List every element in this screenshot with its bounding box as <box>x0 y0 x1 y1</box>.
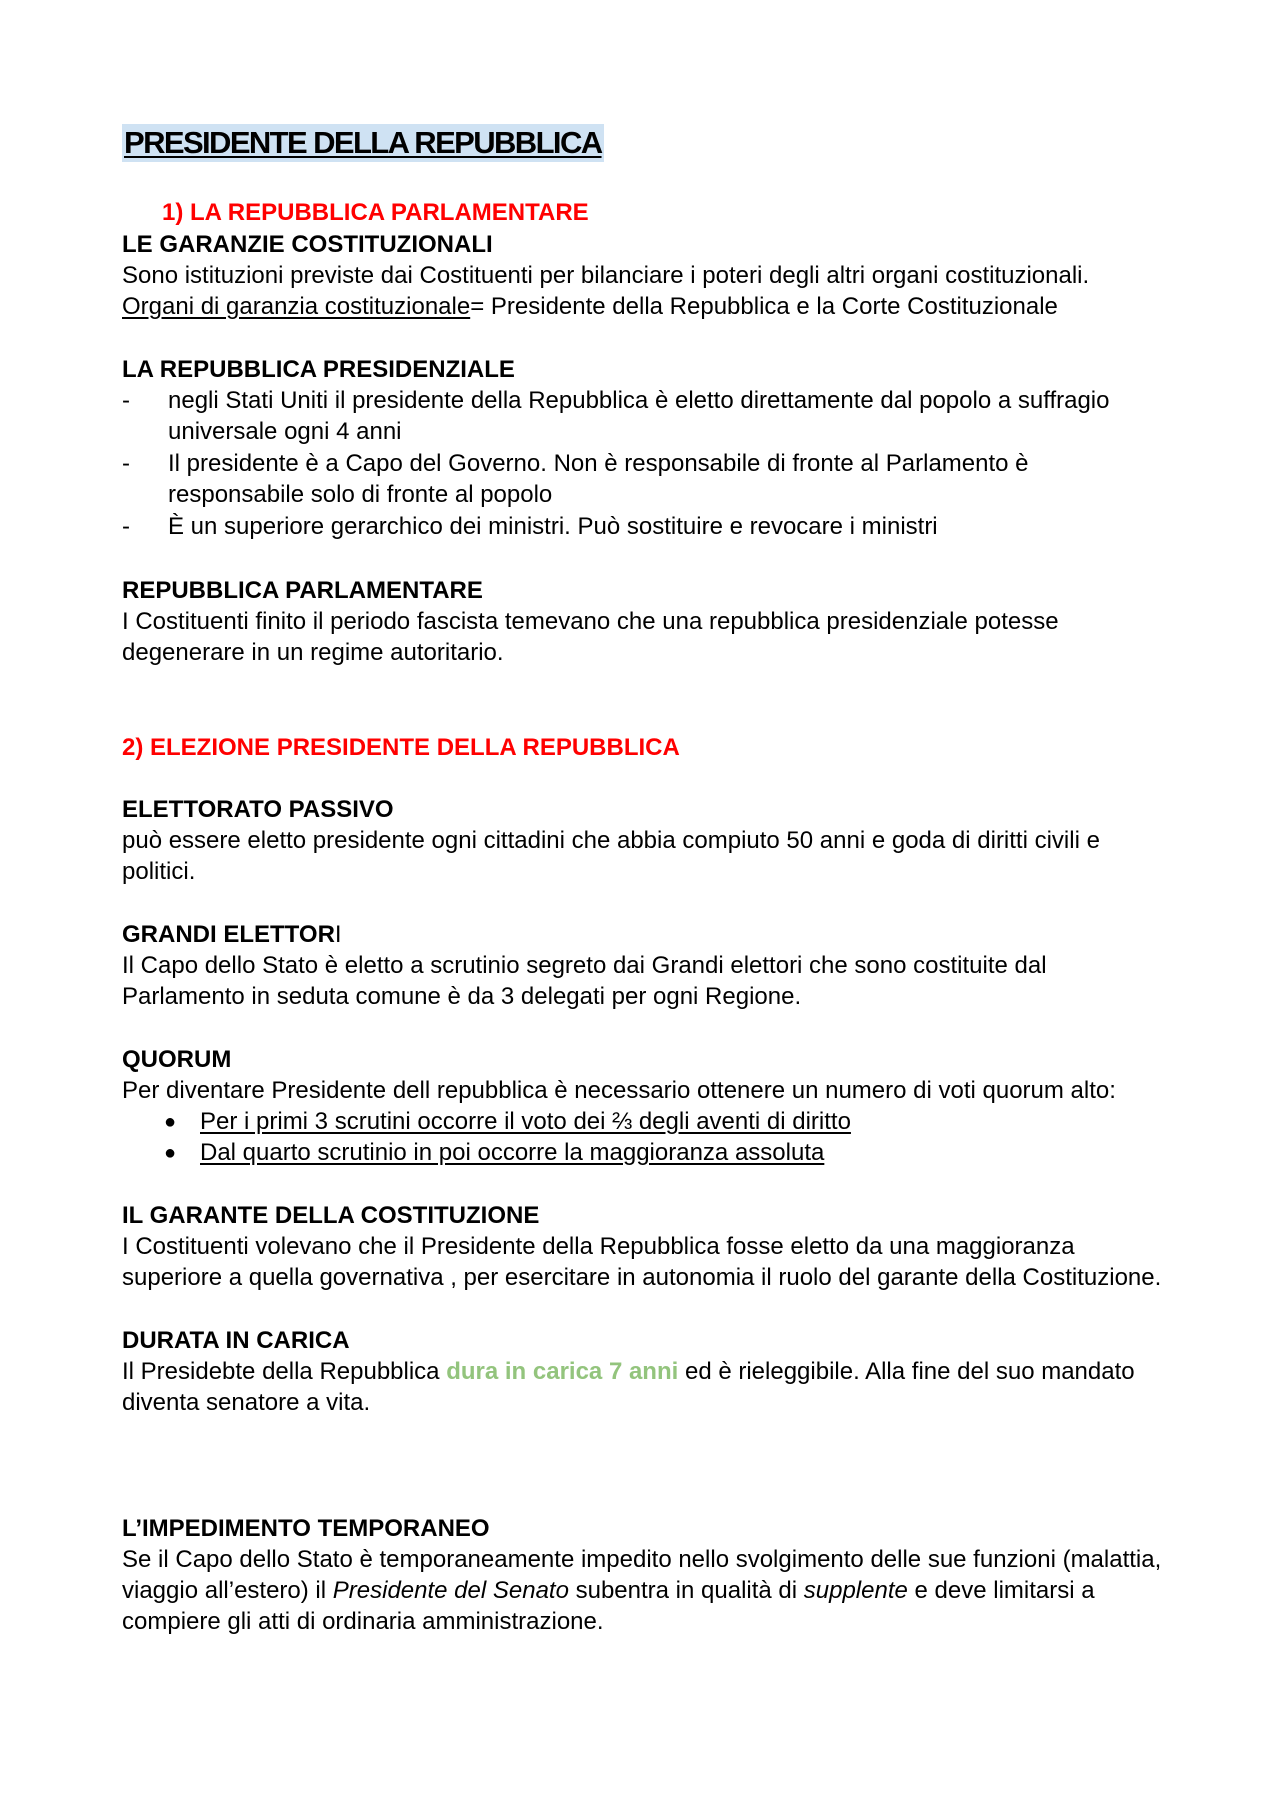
garanzie-line-1: Sono istituzioni previste dai Costituenti per bilanciare i poteri degli altri organi costituzionali. <box>122 262 1090 289</box>
parlamentare-heading: REPUBBLICA PARLAMENTARE <box>122 577 483 604</box>
impedimento-line-1: Se il Capo dello Stato è temporaneamente impedito nello svolgimento delle sue funzioni (malattia, <box>122 1546 1162 1573</box>
passivo-line-1: può essere eletto presidente ogni cittadini che abbia compiuto 50 anni e goda di diritti civili e <box>122 827 1100 854</box>
presidenziale-item-3: È un superiore gerarchico dei ministri. Può sostituire e revocare i ministri <box>168 513 938 540</box>
impedimento-line-2 <box>122 1576 1095 1606</box>
presidenziale-item-1-line-2: universale ogni 4 anni <box>168 418 402 445</box>
durata-line-2: diventa senatore a vita. <box>122 1389 371 1416</box>
bullet-marker: ● <box>164 1142 177 1164</box>
grandi-line-2: Parlamento in seduta comune è da 3 delegati per ogni Regione. <box>122 983 802 1010</box>
durata-line-1-b: ed è rieleggibile. Alla fine del suo mandato <box>678 1358 1135 1385</box>
bullet-marker: ● <box>164 1111 177 1133</box>
durata-line-1 <box>122 1357 1135 1387</box>
presidenziale-item-2-line-2: responsabile solo di fronte al popolo <box>168 481 553 508</box>
impedimento-line-2-a: viaggio all’estero) il <box>122 1577 333 1604</box>
garante-heading: IL GARANTE DELLA COSTITUZIONE <box>122 1202 540 1229</box>
impedimento-line-3: compiere gli atti di ordinaria amministrazione. <box>122 1608 604 1635</box>
presidenziale-item-2-line-1: Il presidente è a Capo del Governo. Non è responsabile di fronte al Parlamento è <box>168 450 1029 477</box>
parlamentare-line-2: degenerare in un regime autoritario. <box>122 639 504 666</box>
grandi-heading-rest: I <box>334 921 342 948</box>
durata-highlight: dura in carica 7 anni <box>446 1358 679 1385</box>
garante-line-2: superiore a quella governativa , per esercitare in autonomia il ruolo del garante della Costituzione. <box>122 1264 1162 1291</box>
parlamentare-line-1: I Costituenti finito il periodo fascista temevano che una repubblica presidenziale potesse <box>122 608 1059 635</box>
passivo-line-2: politici. <box>122 858 196 885</box>
dash-marker: - <box>122 513 130 540</box>
section-1-heading: 1) LA REPUBBLICA PARLAMENTARE <box>162 199 589 226</box>
quorum-bullet-2: Dal quarto scrutinio in poi occorre la maggioranza assoluta <box>200 1139 825 1166</box>
dash-marker: - <box>122 450 130 477</box>
organi-garanzia-term: Organi di garanzia costituzionale <box>122 293 471 320</box>
garante-line-1: I Costituenti volevano che il Presidente della Repubblica fosse eletto da una maggioranza <box>122 1233 1075 1260</box>
section-2-heading: 2) ELEZIONE PRESIDENTE DELLA REPUBBLICA <box>122 734 680 761</box>
page-title: PRESIDENTE DELLA REPUBBLICA <box>124 125 602 160</box>
durata-heading: DURATA IN CARICA <box>122 1327 350 1354</box>
passivo-heading: ELETTORATO PASSIVO <box>122 796 394 823</box>
quorum-heading: QUORUM <box>122 1046 232 1073</box>
quorum-line-1: Per diventare Presidente dell repubblica è necessario ottenere un numero di voti quorum alto: <box>122 1077 1116 1104</box>
durata-line-1-a: Il Presidebte della Repubblica <box>122 1358 447 1385</box>
impedimento-line-2-c: e deve limitarsi a <box>907 1577 1095 1604</box>
impedimento-heading: L’IMPEDIMENTO TEMPORANEO <box>122 1515 490 1542</box>
presidente-senato-term: Presidente del Senato <box>332 1577 569 1604</box>
garanzie-line-2-rest: = Presidente della Repubblica e la Corte Costituzionale <box>470 293 1058 320</box>
garanzie-heading: LE GARANZIE COSTITUZIONALI <box>122 231 493 258</box>
garanzie-line-2 <box>122 292 1058 322</box>
presidenziale-heading: LA REPUBBLICA PRESIDENZIALE <box>122 356 515 383</box>
grandi-heading <box>122 920 342 950</box>
grandi-line-1: Il Capo dello Stato è eletto a scrutinio segreto dai Grandi elettori che sono costituite dal <box>122 952 1047 979</box>
impedimento-line-2-b: subentra in qualità di <box>568 1577 804 1604</box>
grandi-heading-bold: GRANDI ELETTOR <box>122 921 335 948</box>
supplente-term: supplente <box>803 1577 908 1604</box>
quorum-bullet-1: Per i primi 3 scrutini occorre il voto dei ⅔ degli aventi di diritto <box>200 1108 851 1135</box>
dash-marker: - <box>122 387 130 414</box>
presidenziale-item-1-line-1: negli Stati Uniti il presidente della Repubblica è eletto direttamente dal popolo a suffragio <box>168 387 1110 414</box>
